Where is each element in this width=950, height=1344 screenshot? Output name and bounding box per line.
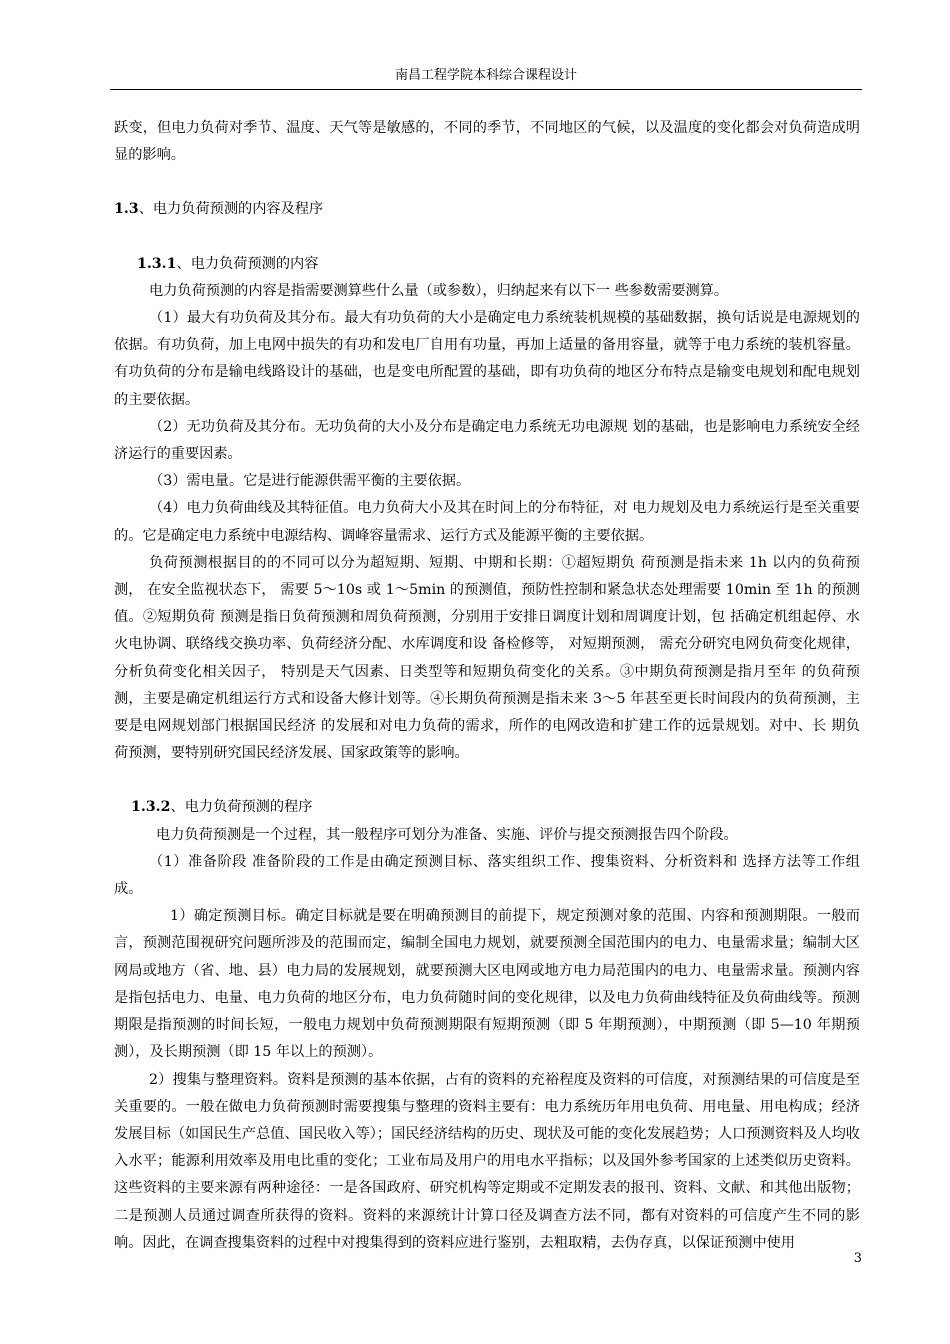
paragraph: （1）最大有功负荷及其分布。最大有功负荷的大小是确定电力系统装机规模的基础数据，换句话说是电源规划的依据。有功负荷，加上电网中损失的有功和发电厂自用有功量，再加上适量的备用容量，就等于电力系统的装机容量。有功负荷的分布是输电线路设计的基础，也是变电所配置的基础，即有功负荷的地区分布特点是输变电规划和配电规划的主要依据。 (114, 310, 860, 408)
section-heading-1-3-2 (114, 794, 860, 821)
paragraph: （2）无功负荷及其分布。无功负荷的大小及分布是确定电力系统无功电源规 划的基础，也是影响电力系统安全经济运行的重要因素。 (114, 418, 860, 463)
section-title: 、电力负荷预测的程序 (170, 799, 313, 816)
spacer (114, 169, 860, 196)
section-number: 1.3 (114, 201, 139, 218)
section-number: 1.3.2 (131, 799, 171, 816)
intro-paragraph: 跃变，但电力负荷对季节、温度、天气等是敏感的，不同的季节，不同地区的气候，以及温度的变化都会对负荷造成明显的影响。 (114, 120, 860, 164)
page-number: 3 (853, 1251, 862, 1266)
paragraph: 电力负荷预测是一个过程，其一般程序可划分为准备、实施、评价与提交预测报告四个阶段。 (156, 826, 738, 843)
section-number: 1.3.1 (137, 255, 177, 272)
header-rule (110, 89, 862, 90)
spacer (114, 224, 860, 251)
paragraph: （1）准备阶段 准备阶段的工作是由确定预测目标、落实组织工作、搜集资料、分析资料和 选择方法等工作组成。 (114, 853, 860, 898)
paragraph: 1）确定预测目标。确定目标就是要在明确预测目的前提下，规定预测对象的范围、内容和预测期限。一般而言，预测范围视研究问题所涉及的范围而定，编制全国电力规划，就要预测全国范围内的电力、电量需求量；编制大区网局或地方（省、地、县）电力局的发展规划，就要预测大区电网或地方电力局范围内的电力、电量需求量。预测内容是指包括电力、电量、电力负荷的地区分布，电力负荷随时间的变化规律，以及电力负荷曲线特征及负荷曲线等。预测期限是指预测的时间长短，一般电力规划中负荷预测期限有短期预测（即 5 年期预测），中期预测（即 5—10 年期预测），及长期预测（即 15 年以上的预测）。 (114, 908, 860, 1061)
spacer (114, 767, 860, 794)
paragraph: （3）需电量。它是进行能源供需平衡的主要依据。 (149, 473, 471, 490)
paragraph: （4）电力负荷曲线及其特征值。电力负荷大小及其在时间上的分布特征，对 电力规划及电力系统运行是至关重要的。它是确定电力系统中电源结构、调峰容量需求、运行方式及能源平衡的主要依据。 (114, 500, 860, 544)
section-title: 、电力负荷预测的内容及程序 (138, 201, 324, 218)
section-title: 、电力负荷预测的内容 (176, 255, 319, 272)
page-header: 南昌工程学院本科综合课程设计 (394, 68, 577, 83)
page-content (114, 115, 860, 1257)
paragraph: 2）搜集与整理资料。资料是预测的基本依据，占有的资料的充裕程度及资料的可信度，对预测结果的可信度是至关重要的。一般在做电力负荷预测时需要搜集与整理的资料主要有：电力系统历年用电负荷、用电量、用电构成；经济发展目标（如国民生产总值、国民收入等）；国民经济结构的历史、现状及可能的变化发展趋势；人口预测资料及人均收入水平；能源利用效率及用电比重的变化；工业布局及用户的用电水平指标；以及国外参考国家的上述类似历史资料。这些资料的主要来源有两种途径：一是各国政府、研究机构等定期或不定期发表的报刊、资料、文献、和其他出版物；二是预测人员通过调查所获得的资料。资料的来源统计计算口径及调查方法不同，都有对资料的可信度产生不同的影响。因此，在调查搜集资料的过程中对搜集得到的资料应进行鉴别，去粗取精，去伪存真，以保证预测中使用 (114, 1071, 860, 1251)
paragraph: 电力负荷预测的内容是指需要测算些什么量（或参数），归纳起来有以下一 些参数需要测算。 (149, 282, 729, 299)
paragraph: 负荷预测根据目的的不同可以分为超短期、短期、中期和长期：①超短期负 荷预测是指未来 1h 以内的负荷预测， 在安全监视状态下， 需要 5～10s 或 1～5min 的预测值，预防性控制和紧急状态处理需要 10min 至 1h 的预测值。②短期负荷 预测是指日负荷预测和周负荷预测，分别用于安排日调度计划和周调度计划，包 括确定机组起停、水火电协调、联络线交换功率、负荷经济分配、水库调度和设 备检修等， 对短期预测， 需充分研究电网负荷变化规律， 分析负荷变化相关因子， 特别是天气因素、日类型等和短期负荷变化的关系。③中期负荷预测是指月至年 的负荷预测，主要是确定机组运行方式和设备大修计划等。④长期负荷预测是指未来 3～5 年甚至更长时间段内的负荷预测，主要是电网规划部门根据国民经济 的发展和对电力负荷的需求，所作的电网改造和扩建工作的远景规划。对中、长 期负荷预测，要特别研究国民经济发展、国家政策等的影响。 (114, 554, 860, 762)
section-heading-1-3 (114, 196, 860, 223)
section-heading-1-3-1 (114, 251, 860, 278)
